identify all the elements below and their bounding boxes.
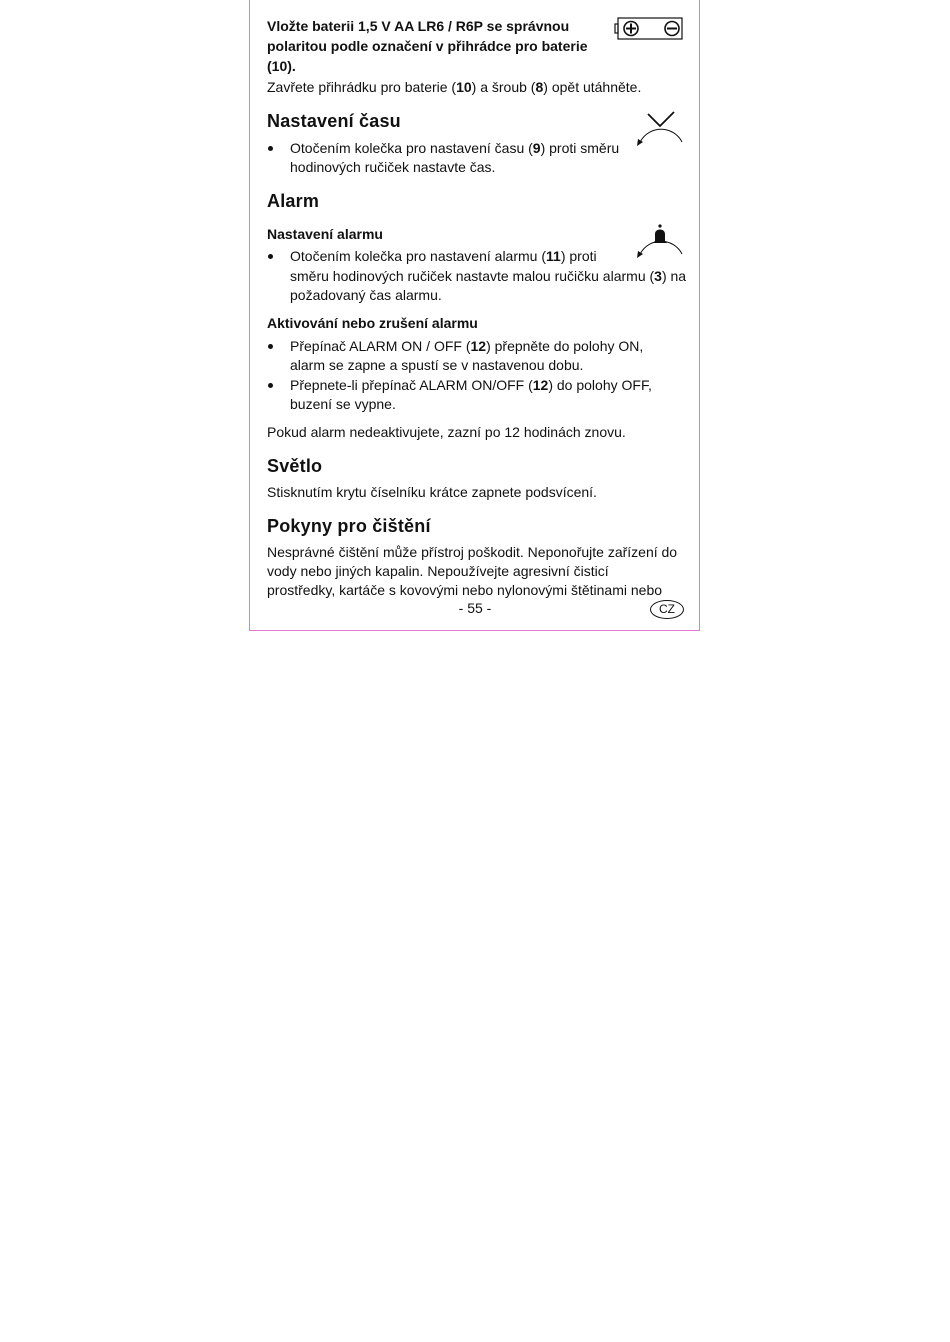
page-number: - 55 - (458, 600, 492, 616)
alarm-bullet-3-line-2: buzení se vypne. (290, 396, 396, 412)
time-heading: Nastavení času (267, 111, 401, 131)
bullet (268, 254, 273, 259)
alarm-subheading: Nastavení alarmu (267, 226, 383, 242)
alarm-bullet-1: Otočením kolečka pro nastavení alarmu (11) proti (290, 248, 597, 264)
country-badge: CZ (650, 600, 684, 619)
alarm-bullet-1-line-3: požadovaný čas alarmu. (290, 287, 442, 303)
light-text: Stisknutím krytu číselníku krátce zapnete podsvícení. (267, 484, 597, 500)
battery-line-4: Zavřete přihrádku pro baterie (10) a šroub (8) opět utáhněte. (267, 79, 642, 95)
alarm-note: Pokud alarm nedeaktivujete, zazní po 12 hodinách znovu. (267, 424, 626, 440)
alarm-bullet-3: Přepnete-li přepínač ALARM ON/OFF (12) do polohy OFF, (290, 377, 652, 393)
time-bullet-1-line-2: hodinových ručiček nastavte čas. (290, 159, 496, 175)
alarm-bullet-1-line-2: směru hodinových ručiček nastavte malou ručičku alarmu (3) na (290, 268, 687, 284)
alarm-subheading-2: Aktivování nebo zrušení alarmu (267, 315, 478, 331)
bullet (268, 383, 273, 388)
time-knob-icon (634, 110, 686, 148)
alarm-bullet-2-line-2: alarm se zapne a spustí se v nastavenou dobu. (290, 357, 584, 373)
battery-line-3: (10). (267, 58, 296, 74)
alarm-heading: Alarm (267, 191, 320, 211)
cleaning-line-3: prostředky, kartáče s kovovými nebo nylonovými štětinami nebo (267, 582, 663, 598)
bullet (268, 146, 273, 151)
battery-icon (614, 16, 684, 42)
alarm-bullet-2: Přepínač ALARM ON / OFF (12) přepněte do polohy ON, (290, 338, 644, 354)
bullet (268, 344, 273, 349)
light-heading: Světlo (267, 456, 323, 476)
battery-line-1: Vložte baterii 1,5 V AA LR6 / R6P se správnou (267, 18, 570, 34)
alarm-knob-icon (634, 222, 686, 260)
cleaning-heading: Pokyny pro čištění (267, 516, 431, 536)
cleaning-line-2: vody nebo jiných kapalin. Nepoužívejte agresivní čisticí (267, 563, 609, 579)
battery-line-2: polaritou podle označení v přihrádce pro baterie (267, 38, 588, 54)
cleaning-line-1: Nesprávné čištění může přístroj poškodit. Neponořujte zařízení do (267, 544, 678, 560)
time-bullet-1: Otočením kolečka pro nastavení času (9) proti směru (290, 140, 620, 156)
